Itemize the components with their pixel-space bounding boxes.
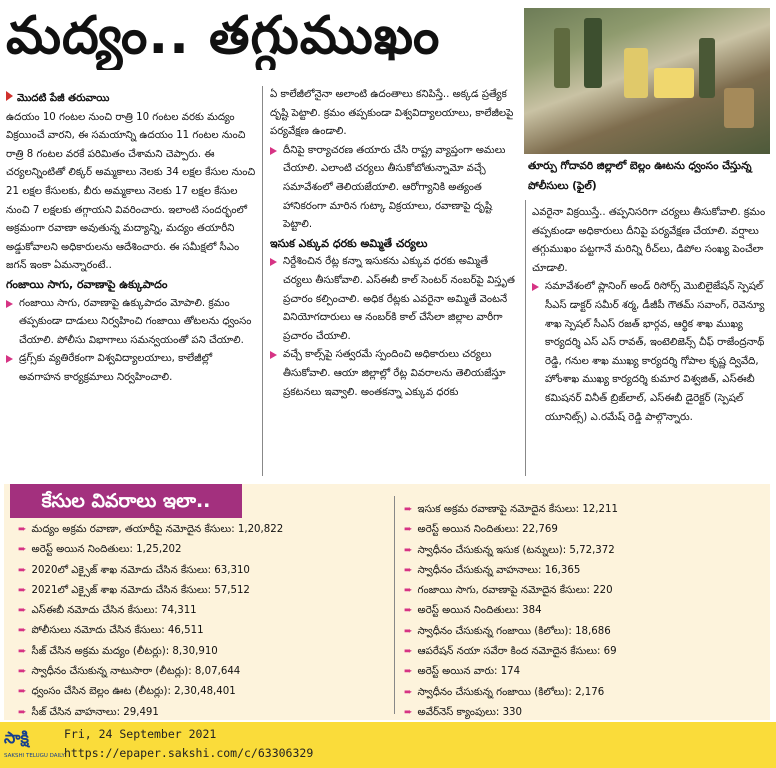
stat-value: 16,365 xyxy=(544,564,581,576)
stat-row xyxy=(18,561,388,581)
red-triangle-icon xyxy=(6,91,13,101)
continued-label: మొదటి పేజీ తరువాయి xyxy=(17,93,110,104)
stat-label: సీజ్ చేసిన అక్రమ మద్యం (లీటర్లు) xyxy=(31,645,166,657)
stat-row xyxy=(404,642,766,662)
stat-separator: : xyxy=(161,625,168,637)
arrow-bullet-icon: ➨ xyxy=(18,706,27,718)
stat-separator: : xyxy=(207,584,215,596)
stat-value: 220 xyxy=(593,585,613,597)
sakshi-logo[interactable] xyxy=(4,725,65,765)
stat-row xyxy=(404,520,766,540)
stat-label: మద్యం అక్రమ రవాణా, తయారీపై నమోదైన కేసులు xyxy=(31,524,232,535)
arrow-bullet-icon: ➨ xyxy=(404,646,413,658)
arrow-bullet-icon: ➨ xyxy=(404,585,413,597)
stat-value: 174 xyxy=(500,666,521,678)
stat-label: అరెస్ట్ అయిన నిందితులు xyxy=(417,605,516,617)
stat-row xyxy=(18,601,388,621)
stats-title: కేసుల వివరాలు ఇలా.. xyxy=(10,484,242,518)
stat-value: 12,211 xyxy=(582,504,618,515)
stat-row xyxy=(404,581,766,601)
stats-divider xyxy=(394,496,395,714)
stat-row xyxy=(404,622,766,642)
stat-label: స్వాధీనం చేసుకున్న గంజాయి (కిలోలు) xyxy=(417,686,569,698)
stat-row xyxy=(18,540,388,560)
stats-box xyxy=(4,484,770,720)
stat-label: స్వాధీనం చేసుకున్న గంజాయి (కిలోలు) xyxy=(417,625,569,637)
subheading: గంజాయి సాగు, రవాణాపై ఉక్కుపాదం xyxy=(6,277,168,291)
arrow-bullet-icon: ➨ xyxy=(404,666,413,678)
stat-label: ఎస్‌ఈబీ నమోదు చేసిన కేసులు xyxy=(31,605,155,617)
arrow-bullet-icon: ➨ xyxy=(404,605,413,617)
article-column-2 xyxy=(270,86,520,402)
arrow-bullet-icon: ➨ xyxy=(18,666,27,678)
stat-value: 46,511 xyxy=(167,625,204,637)
paragraph: ఎవరైనా విక్రయిస్తే.. తప్పనిసరిగా చర్యలు తీసుకోవాలి. క్రమం తప్పకుండా అధికారులు దీనిపై పర్యవేక్షణ చేయాలి. వర్షాలు తగ్గుముఖం పట్టగానే మరిన్ని రీచ్‌లు, డిపోల సంఖ్య పెంచేలా చూడాలి. xyxy=(532,207,766,274)
stat-label: ధ్వంసం చేసిన బెల్లం ఊట (లీటర్లు) xyxy=(31,686,168,698)
arrow-bullet-icon: ➨ xyxy=(404,706,413,718)
stat-value: 29,491 xyxy=(123,706,159,718)
stat-value: 57,512 xyxy=(214,584,250,596)
footer-bar xyxy=(0,722,776,768)
stat-separator: : xyxy=(231,524,238,535)
arrow-bullet-icon: ➨ xyxy=(404,625,413,637)
stat-separator: : xyxy=(586,585,594,597)
arrow-bullet-icon: ➨ xyxy=(18,605,27,617)
stat-value: 1,20,822 xyxy=(237,524,284,535)
stat-separator: : xyxy=(597,646,604,658)
stat-row xyxy=(18,682,388,702)
stat-label: అరెస్ట్ అయిన నిందితులు xyxy=(31,544,130,556)
stat-value: 384 xyxy=(522,605,542,617)
stat-separator: : xyxy=(167,686,175,698)
subheading: ఇసుక ఎక్కువ ధరకు అమ్మితే చర్యలు xyxy=(270,236,428,250)
stat-row xyxy=(404,500,766,520)
arrow-bullet-icon: ➨ xyxy=(18,686,27,698)
column-divider xyxy=(525,200,526,476)
stat-label: అరెస్ట్ అయిన వారు xyxy=(417,666,495,678)
logo-tagline: SAKSHI TELUGU DAILY xyxy=(4,753,65,759)
article-column-3 xyxy=(532,204,770,427)
stat-label: సీజ్ చేసిన వాహనాలు xyxy=(31,706,117,718)
stat-row xyxy=(18,520,388,540)
arrow-bullet-icon: ➨ xyxy=(18,544,27,556)
arrow-bullet-icon: ➨ xyxy=(18,584,27,596)
stat-label: పోలీసులు నమోదు చేసిన కేసులు xyxy=(31,625,162,637)
stat-row xyxy=(404,703,766,723)
arrow-bullet-icon: ➨ xyxy=(18,564,27,576)
bullet-paragraph: సమావేశంలో ప్లానింగ్ అండ్ రిసోర్స్ మొబిలైజేషన్ స్పెషల్ సీఎస్ డాక్టర్ సమీర్ శర్మ, డీజీపీ గౌతమ్ సవాంగ్, రెవెన్యూ శాఖ స్పెషల్ సీఎస్ రజత్ భార్గవ, ఆర్థిక శాఖ ముఖ్య కార్యదర్శి ఎస్ ఎస్ రావత్, ఇంటెలిజెన్స్ చీఫ్ రాజేంద్రనాథ్ రెడ్డి, గనుల శాఖ ముఖ్య కార్యదర్శి గోపాల కృష్ణ ద్వివేది, హోంశాఖ ముఖ్య కార్యదర్శి కుమార విశ్వజిత్, ఎస్‌ఈబీ కమిషనర్ వినీత్ బ్రిజ్‌లాల్, ఎస్‌ఈబీ డైరెక్టర్ (స్పెషల్ యూనిట్స్) ఎ.రమేష్ రెడ్డి పాల్గొన్నారు. xyxy=(532,278,770,427)
stat-value: 2,30,48,401 xyxy=(174,686,236,698)
news-photo xyxy=(524,8,770,154)
stats-list-left xyxy=(18,520,388,723)
bullet-paragraph: దీనిపై కార్యాచరణ తయారు చేసి రాష్ట్ర వ్యాప్తంగా అమలు చేయాలి. ఎలాంటి చర్యలు తీసుకోబోతున్నామో వచ్చే సమావేశంలో తెలియజేయాలి. ఆరోగ్యానికి అత్యంత హానికరంగా మారిన గుట్కా విక్రయాలు, రవాణాపై దృష్టి పెట్టాలి. xyxy=(270,142,520,235)
stat-row xyxy=(18,703,388,723)
stat-value: 63,310 xyxy=(214,564,250,576)
stat-value: 5,72,372 xyxy=(569,544,615,556)
stat-separator: : xyxy=(515,605,523,617)
stat-separator: : xyxy=(207,564,215,576)
column-divider xyxy=(262,86,263,476)
stat-row xyxy=(18,662,388,682)
epaper-link[interactable]: https://epaper.sakshi.com/c/63306329 xyxy=(64,746,314,760)
stat-row xyxy=(404,601,766,621)
paragraph: ఉదయం 10 గంటల నుంచి రాత్రి 10 గంటల వరకు మద్యం విక్రయించే వారని, ఈ సమయాన్ని ఉదయం 11 గంటల నుంచి రాత్రి 8 గంటల వరకే పరిమితం చేశామని చెప్పారు. ఈ చర్యలన్నింటితో లిక్కర్ అమ్మకాలు నెలకు 34 లక్షల కేసుల నుంచి 21 లక్షల కేసులకు, బీరు అమ్మకాలు నెలకు 17 లక్షల కేసుల నుంచి 7 లక్షలకు తగ్గాయని వివరించారు. ఇలాంటి సందర్భంలో అక్రమంగా రవాణా అవుతున్న మద్యాన్ని, మద్యం తయారీని అడ్డుకోవాలని అధికారులను ఆదేశించారు. ఈ సమీక్షలో సీఎం జగన్ ఇంకా ఏమన్నారంటే.. xyxy=(6,111,256,272)
stat-row xyxy=(18,581,388,601)
stat-separator: : xyxy=(568,625,576,637)
stat-row xyxy=(404,662,766,682)
stat-value: 1,25,202 xyxy=(136,544,182,556)
stat-value: 74,311 xyxy=(161,605,197,617)
stat-label: స్వాధీనం చేసుకున్న నాటుసారా (లీటర్లు) xyxy=(31,666,189,678)
arrow-bullet-icon: ➨ xyxy=(18,645,27,657)
stat-label: స్వాధీనం చేసుకున్న వాహనాలు xyxy=(417,564,539,576)
stat-value: 2,176 xyxy=(575,686,605,698)
stat-value: 18,686 xyxy=(575,625,611,637)
stat-separator: : xyxy=(116,706,124,718)
stat-separator: : xyxy=(562,544,570,556)
stat-label: స్వాధీనం చేసుకున్న ఇసుక (టన్నులు) xyxy=(417,544,563,556)
stat-row xyxy=(18,642,388,662)
stat-label: 2021లో ఎక్సైజ్ శాఖ నమోదు చేసిన కేసులు xyxy=(31,584,208,596)
arrow-bullet-icon: ➨ xyxy=(404,524,413,536)
continued-marker xyxy=(6,90,256,109)
stat-separator: : xyxy=(129,544,137,556)
bullet-paragraph: వచ్చే కాల్స్‌పై సత్వరమే స్పందించి అధికారులు చర్యలు తీసుకోవాలి. ఆయా జిల్లాల్లో రేట్ల వివరాలను తెలియజేస్తూ ప్రకటనలు ఇవ్వాలి. అంతకన్నా ఎక్కువ ధరకు xyxy=(270,346,520,402)
arrow-bullet-icon: ➨ xyxy=(404,504,413,515)
stat-label: 2020లో ఎక్సైజ్ శాఖ నమోదు చేసిన కేసులు xyxy=(31,564,208,576)
stat-row xyxy=(404,561,766,581)
arrow-bullet-icon: ➨ xyxy=(404,544,413,556)
photo-caption: తూర్పు గోదావరి జిల్లాలో బెల్లం ఊటను ధ్వంసం చేస్తున్న పోలీసులు (ఫైల్) xyxy=(528,160,752,192)
stat-separator: : xyxy=(494,666,501,678)
stat-value: 330 xyxy=(502,706,523,718)
stat-separator: : xyxy=(538,564,545,576)
stat-separator: : xyxy=(154,605,162,617)
stat-label: అరెస్ట్ అయిన నిందితులు xyxy=(417,524,516,536)
stat-separator: : xyxy=(515,524,523,536)
arrow-bullet-icon: ➨ xyxy=(404,686,413,698)
stat-separator: : xyxy=(575,504,583,515)
stat-separator: : xyxy=(568,686,576,698)
stat-value: 8,07,644 xyxy=(194,666,241,678)
stat-separator: : xyxy=(188,666,195,678)
stat-separator: : xyxy=(165,645,173,657)
bullet-paragraph: గంజాయి సాగు, రవాణాపై ఉక్కుపాదం మోపాలి. క్రమం తప్పకుండా దాడులు నిర్వహించి గంజాయి తోటలను ధ్వంసం చేయాలి. పోలీసు విభాగాలు సమన్వయంతో పని చేయాలి. xyxy=(6,295,256,351)
stat-value: 22,769 xyxy=(522,524,558,536)
logo-brand: సాక్షి xyxy=(4,728,29,747)
paragraph: ఏ కాలేజీలోనైనా అలాంటి ఉదంతాలు కనిపిస్తే.. అక్కడ ప్రత్యేక దృష్టి పెట్టాలి. క్రమం తప్పకుండా విశ్వవిద్యాలయాలు, కాలేజీలపై పర్యవేక్షణ ఉండాలి. xyxy=(270,89,514,138)
stat-value: 8,30,910 xyxy=(172,645,218,657)
bullet-paragraph: డ్రగ్స్‌కు వ్యతిరేకంగా విశ్వవిద్యాలయాలు, కాలేజీల్లో అవగాహన కార్యక్రమాలు నిర్వహించాలి. xyxy=(6,350,256,387)
stat-row xyxy=(404,683,766,703)
stat-row xyxy=(404,541,766,561)
headline: మద్యం.. తగ్గుముఖం xyxy=(6,6,441,66)
stats-list-right xyxy=(404,500,766,723)
stat-label: ఇసుక అక్రమ రవాణాపై నమోదైన కేసులు xyxy=(417,504,576,515)
stat-row xyxy=(18,621,388,641)
article-column-1 xyxy=(6,90,256,388)
publish-date: Fri, 24 September 2021 xyxy=(64,727,217,741)
bullet-paragraph: నిర్దేశించిన రేట్ల కన్నా ఇసుకను ఎక్కువ ధరకు అమ్మితే చర్యలు తీసుకోవాలి. ఎస్‌ఈబీ కాల్ సెంటర్ నంబర్‌పై విస్తృత ప్రచారం కల్పించాలి. అధిక రేట్లకు ఎవరైనా అమ్మితే వెంటనే వినియోగదారులు ఆ నంబర్‌కి కాల్ చేసేలా జిల్లాల వారీగా ప్రచారం చేయాలి. xyxy=(270,253,520,346)
stat-label: ఆపరేషన్ నయా సవేరా కింద నమోదైన కేసులు xyxy=(417,646,597,658)
stat-separator: : xyxy=(495,706,503,718)
stat-value: 69 xyxy=(603,646,617,658)
arrow-bullet-icon: ➨ xyxy=(18,524,27,535)
arrow-bullet-icon: ➨ xyxy=(18,625,27,637)
stat-label: గంజాయి సాగు, రవాణాపై నమోదైన కేసులు xyxy=(417,585,587,597)
arrow-bullet-icon: ➨ xyxy=(404,564,413,576)
stat-label: అవేర్‌నెస్ క్యాంపులు xyxy=(417,706,496,718)
